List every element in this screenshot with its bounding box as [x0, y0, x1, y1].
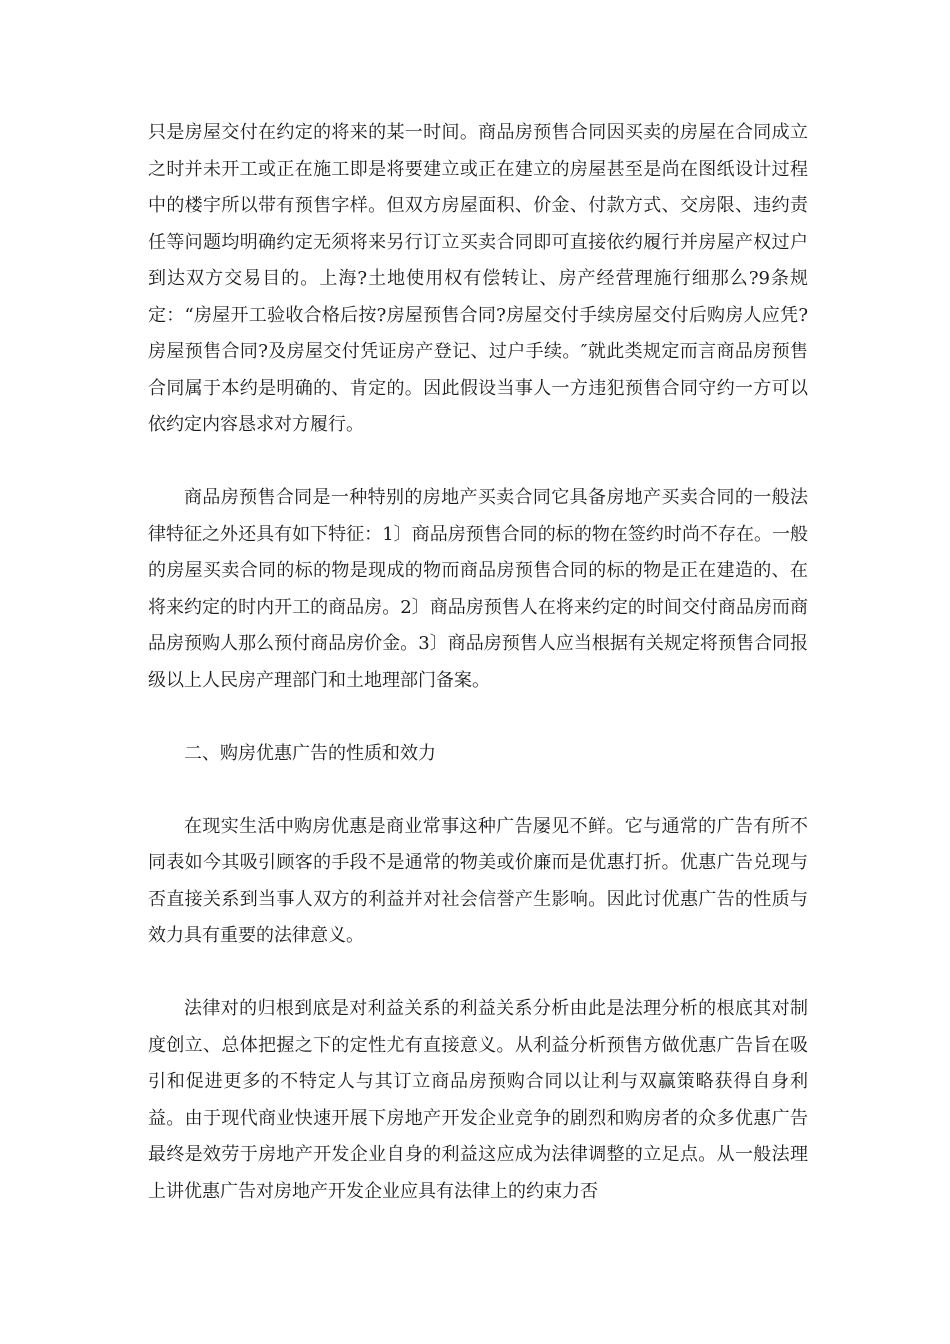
paragraph-3: 在现实生活中购房优惠是商业常事这种广告屡见不鲜。它与通常的广告有所不同表如今其吸引顾客的手段不是通常的物美或价廉而是优惠打折。优惠广告兑现与否直接关系到当事人双方的利益并对社会信誉产生影响。因此讨优惠广告的性质与效力具有重要的法律意义。: [148, 815, 808, 946]
paragraph-2: 商品房预售合同是一种特别的房地产买卖合同它具备房地产买卖合同的一般法律特征之外还具有如下特征：1〕商品房预售合同的标的物在签约时尚不存在。一般的房屋买卖合同的标的物是现成的物而商品房预售合同的标的物是正在建造的、在将来约定的时内开工的商品房。2〕商品房预售人在将来约定的时间交付商品房而商品房预购人那么预付商品房价金。3〕商品房预售人应当根据有关规定将预售合同报级以上人民房产理部门和土地理部门备案。: [148, 487, 808, 691]
section-heading: 二、购房优惠广告的性质和效力: [184, 742, 436, 764]
paragraph-1: 只是房屋交付在约定的将来的某一时间。商品房预售合同因买卖的房屋在合同成立之时并未开工或正在施工即是将要建立或正在建立的房屋甚至是尚在图纸设计过程中的楼宇所以带有预售字样。但双方房屋面积、价金、付款方式、交房限、违约责任等问题均明确约定无须将来另行订立买卖合同即可直接依约履行并房屋产权过户到达双方交易目的。上海?土地使用权有偿转让、房产经营理施行细那么?9条规定：“房屋开工验收合格后按?房屋预售合同?房屋交付手续房屋交付后购房人应凭?房屋预售合同?及房屋交付凭证房产登记、过户手续。″就此类规定而言商品房预售合同属于本约是明确的、肯定的。因此假设当事人一方违犯预售合同守约一方可以依约定内容恳求对方履行。: [148, 122, 808, 435]
document-body: [148, 115, 808, 1210]
paragraph-4: 法律对的归根到底是对利益关系的利益关系分析由此是法理分析的根底其对制度创立、总体把握之下的定性尤有直接意义。从利益分析预售方做优惠广告旨在吸引和促进更多的不特定人与其订立商品房预购合同以让利与双赢策略获得自身利益。由于现代商业快速开展下房地产开发企业竞争的剧烈和购房者的众多优惠广告最终是效劳于房地产开发企业自身的利益这应成为法律调整的立足点。从一般法理上讲优惠广告对房地产开发企业应具有法律上的约束力否: [148, 998, 808, 1202]
